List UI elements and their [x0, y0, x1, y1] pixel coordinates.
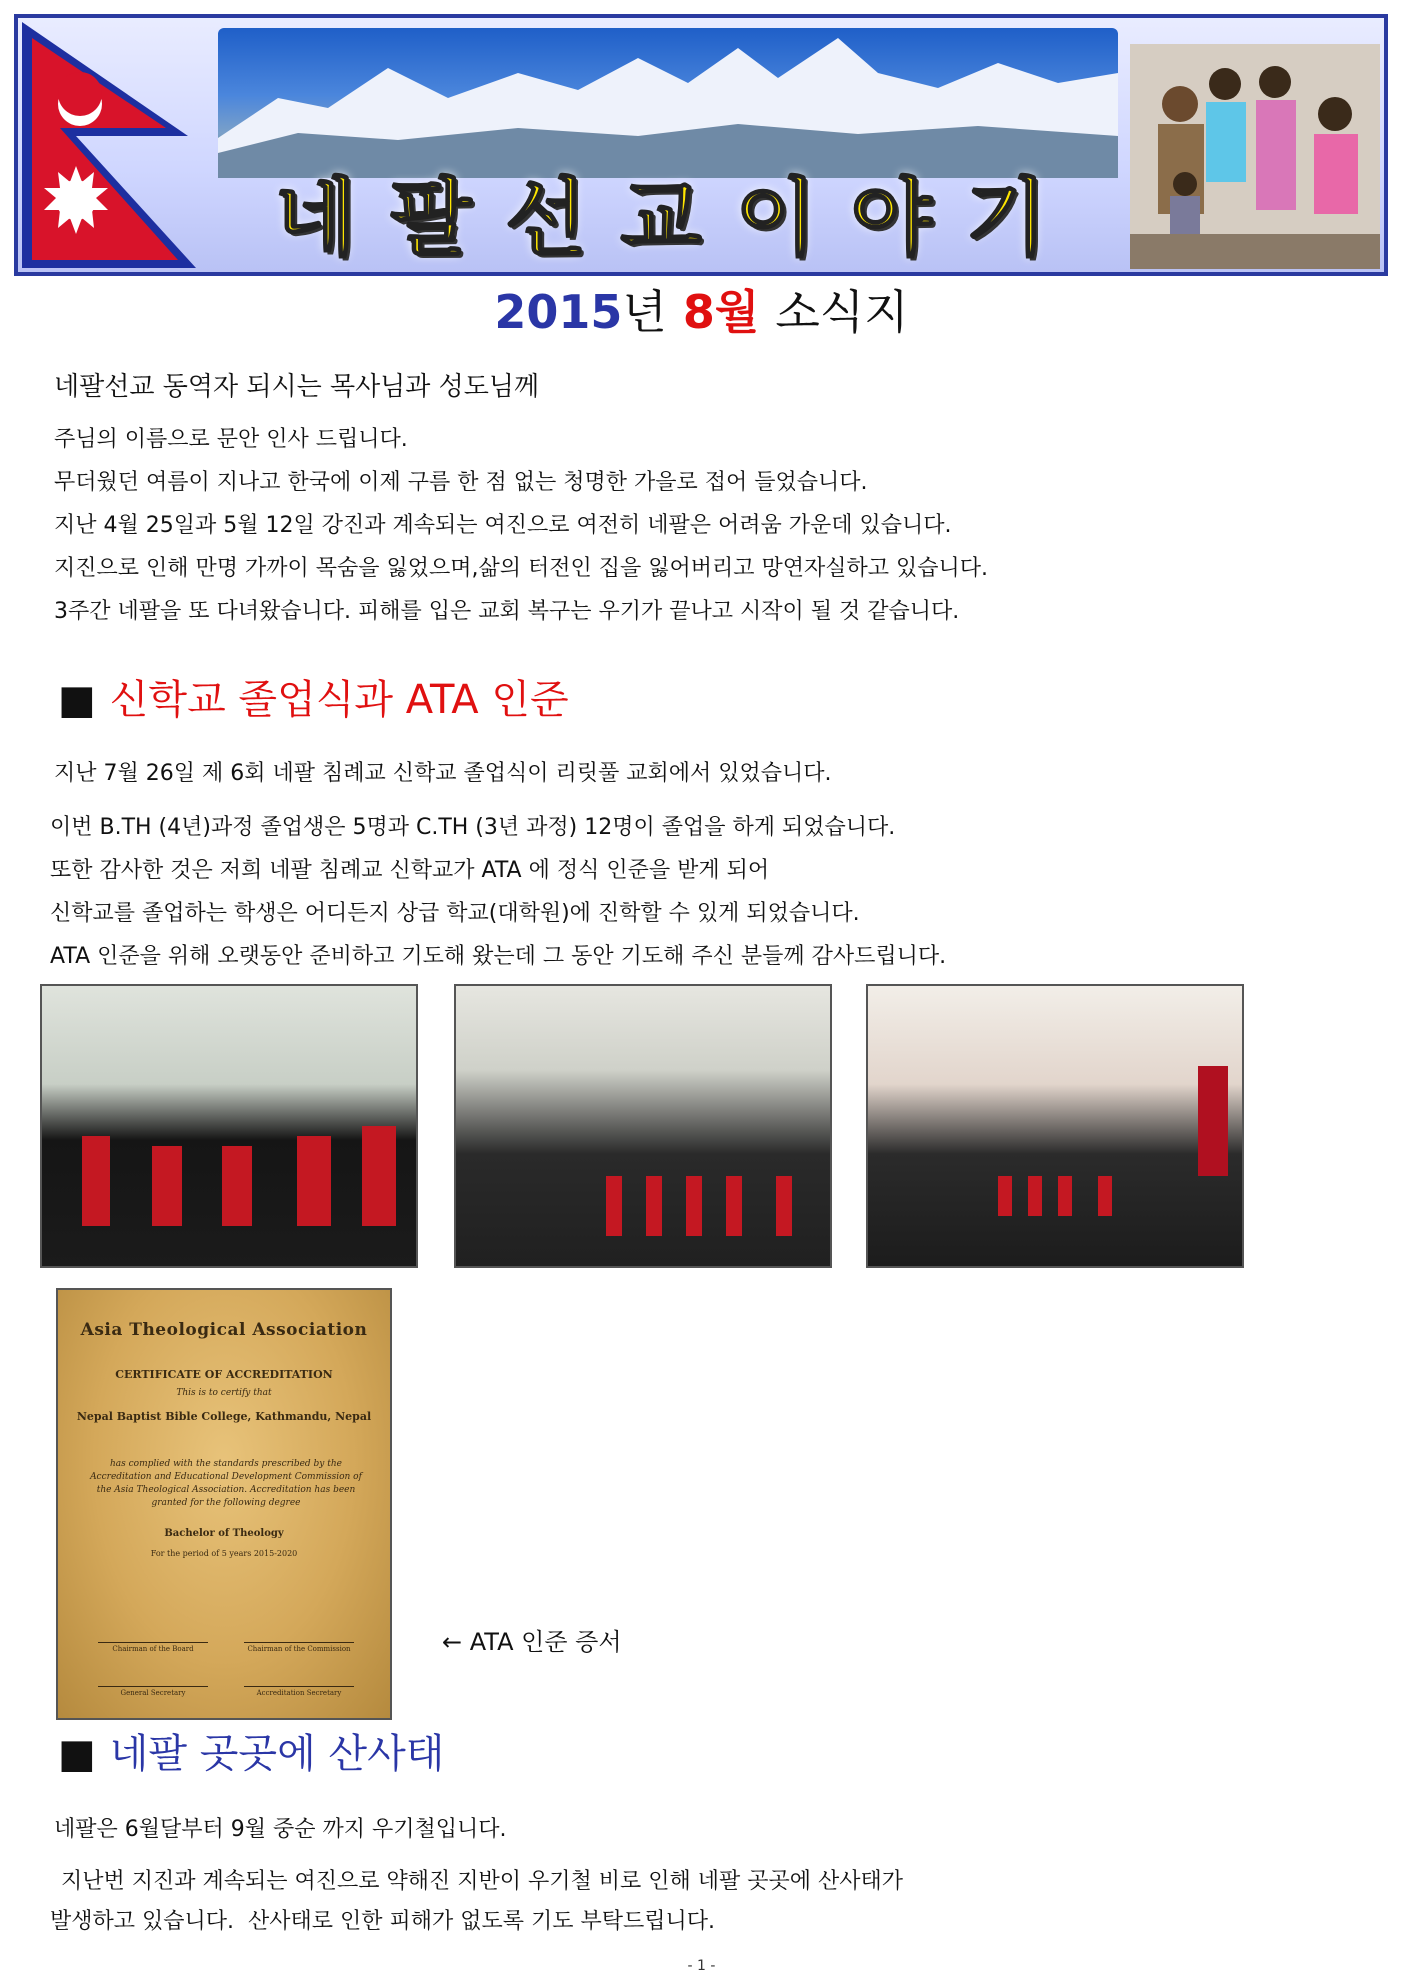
greeting-title: 네팔선교 동역자 되시는 목사님과 성도님께 — [54, 372, 540, 402]
cert-signature-secretary: General Secretary — [98, 1686, 208, 1697]
page-number: - 1 - — [687, 1958, 716, 1974]
greeting-line: 무더웠던 여름이 지나고 한국에 이제 구름 한 점 없는 청명한 가을로 접어 들었습니다. — [54, 470, 868, 495]
ata-certificate-image — [56, 1288, 392, 1720]
graduation-photo-1 — [40, 984, 418, 1268]
cert-signature-board: Chairman of the Board — [98, 1642, 208, 1653]
cert-signature-commission: Chairman of the Commission — [244, 1642, 354, 1653]
cert-period: For the period of 5 years 2015-2020 — [150, 1549, 298, 1558]
greeting-line: 지진으로 인해 만명 가까이 목숨을 잃었으며,삶의 터전인 집을 잃어버리고 망연자실하고 있습니다. — [54, 556, 989, 581]
section-title: 네팔 곳곳에 산사태 — [109, 1731, 445, 1777]
section-heading-graduation — [58, 672, 569, 728]
cert-intro: This is to certify that — [176, 1388, 272, 1398]
section-marker: ■ — [58, 677, 96, 723]
section1-line: 신학교를 졸업하는 학생은 어디든지 상급 학교(대학원)에 진학할 수 있게 되었습니다. — [50, 901, 860, 926]
cert-degree: Bachelor of Theology — [164, 1528, 284, 1539]
section1-line: 지난 7월 26일 제 6회 네팔 침례교 신학교 졸업식이 리릿풀 교회에서 있었습니다. — [54, 761, 832, 786]
headline-year: 2015 — [494, 285, 623, 339]
cert-body: has complied with the standards prescribed by the Accreditation and Educational Development Commission of the Asia Theological Association. Accreditation has been granted for the following degree — [90, 1459, 362, 1508]
section-title: 신학교 졸업식과 ATA 인준 — [109, 677, 569, 723]
cert-signature-accreditation: Accreditation Secretary — [244, 1686, 354, 1697]
greeting-line: 3주간 네팔을 또 다녀왔습니다. 피해를 입은 교회 복구는 우기가 끝나고 시작이 될 것 같습니다. — [54, 599, 960, 624]
graduation-photo-2 — [454, 984, 832, 1268]
nepal-flag — [18, 18, 208, 272]
mountain-photo — [218, 28, 1118, 178]
newsletter-headline — [0, 282, 1403, 342]
cert-org: Asia Theological Association — [80, 1320, 368, 1340]
section1-line: ATA 인준을 위해 오랫동안 준비하고 기도해 왔는데 그 동안 기도해 주신 분들께 감사드립니다. — [50, 944, 947, 969]
header-banner — [14, 14, 1388, 276]
section2-line: 발생하고 있습니다. 산사태로 인한 피해가 없도록 기도 부탁드립니다. — [50, 1909, 715, 1934]
section1-line: 또한 감사한 것은 저희 네팔 침례교 신학교가 ATA 에 정식 인준을 받게 되어 — [50, 858, 770, 883]
greeting-line: 주님의 이름으로 문안 인사 드립니다. — [54, 427, 408, 452]
banner-title: 네팔선교이야기 — [274, 169, 1081, 267]
headline-rest: 소식지 — [775, 285, 909, 339]
headline-year-suffix: 년 — [622, 285, 667, 339]
section-marker: ■ — [58, 1731, 96, 1777]
cert-school: Nepal Baptist Bible College, Kathmandu, Nepal — [76, 1410, 372, 1423]
section1-line: 이번 B.TH (4년)과정 졸업생은 5명과 C.TH (3년 과정) 12명이 졸업을 하게 되었습니다. — [50, 815, 896, 840]
greeting-line: 지난 4월 25일과 5월 12일 강진과 계속되는 여진으로 여전히 네팔은 어려움 가운데 있습니다. — [54, 513, 952, 538]
certificate-caption: ← ATA 인준 증서 — [442, 1628, 622, 1656]
graduation-photo-3 — [866, 984, 1244, 1268]
section2-line: 지난번 지진과 계속되는 여진으로 약해진 지반이 우기철 비로 인해 네팔 곳곳에 산사태가 — [54, 1869, 903, 1894]
headline-month: 8월 — [682, 285, 760, 339]
cert-heading: CERTIFICATE OF ACCREDITATION — [115, 1368, 333, 1381]
section2-line: 네팔은 6월달부터 9월 중순 까지 우기철입니다. — [54, 1817, 507, 1842]
family-photo — [1130, 44, 1380, 269]
section-heading-landslide — [58, 1726, 444, 1782]
